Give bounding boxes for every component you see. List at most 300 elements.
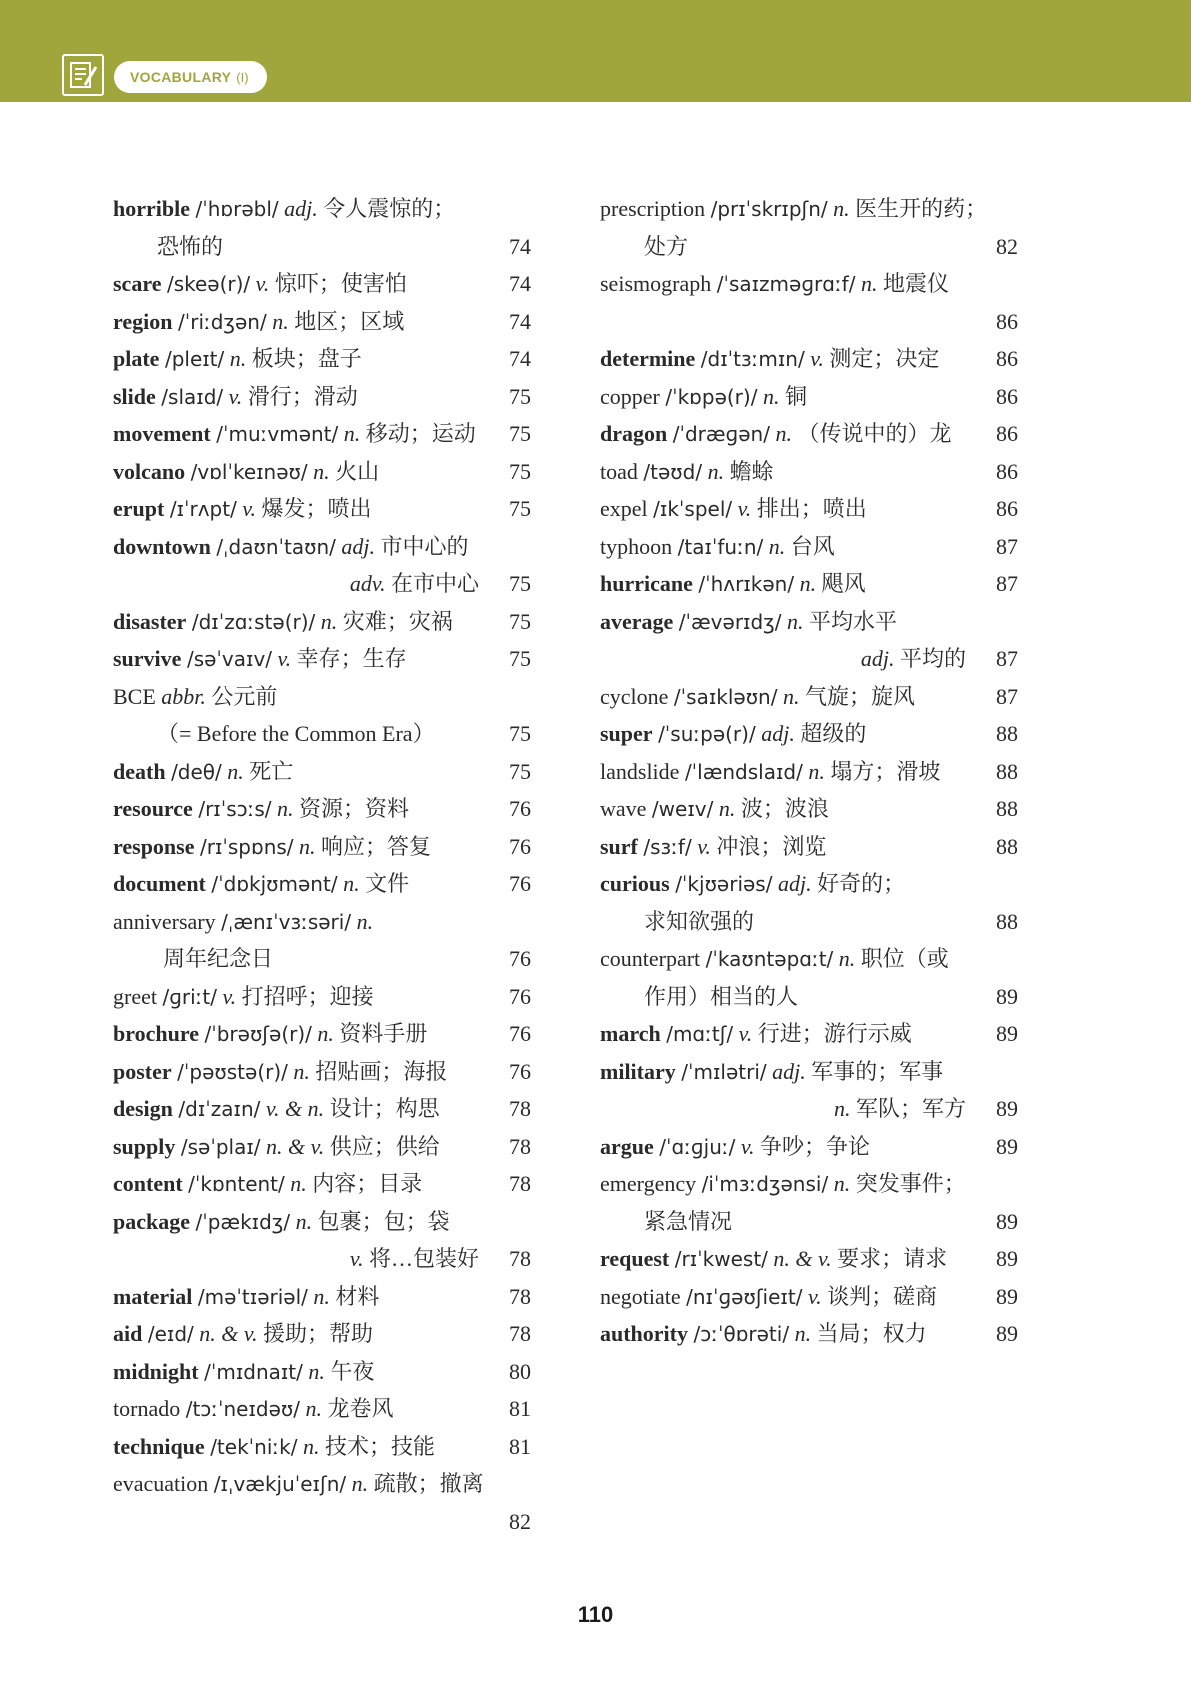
- headword: document: [113, 871, 206, 896]
- vocab-entry: [600, 603, 1018, 641]
- entry-text: [600, 1315, 927, 1354]
- page-ref: 86: [996, 383, 1018, 409]
- phonetic: /ɪkˈspel/: [653, 497, 733, 521]
- phonetic: /tekˈniːk/: [210, 1434, 298, 1459]
- phonetic: /pleɪt/: [164, 347, 225, 371]
- phonetic: /deθ/: [171, 759, 222, 784]
- entry-text: [113, 828, 431, 867]
- vocab-entry: [113, 190, 531, 228]
- part-of-speech: adv.: [349, 571, 386, 596]
- part-of-speech: v.: [737, 496, 752, 521]
- phonetic: /ˈkaʊntəpɑːt/: [705, 947, 834, 971]
- page-ref: 75: [509, 496, 531, 521]
- entry-text: [644, 978, 798, 1016]
- page-ref: 81: [509, 1396, 531, 1421]
- entry-text: [600, 453, 774, 492]
- vocab-entry: [600, 828, 1018, 866]
- phonetic: /prɪˈskrɪpʃn/: [710, 197, 828, 221]
- vocab-entry-continuation: [600, 1203, 1018, 1241]
- entry-text: [113, 303, 404, 342]
- entry-text: [113, 640, 407, 679]
- part-of-speech: n.: [833, 196, 850, 221]
- part-of-speech: n.: [290, 1171, 307, 1196]
- headword: greet: [113, 983, 157, 1009]
- entry-text: [163, 940, 273, 978]
- phonetic: /rɪˈkwest/: [674, 1247, 768, 1271]
- vocab-entry: [113, 340, 531, 378]
- part-of-speech: n.: [277, 796, 294, 821]
- page-ref: 89: [996, 1133, 1018, 1159]
- page-ref: 86: [996, 421, 1018, 446]
- headword: military: [600, 1058, 676, 1084]
- phonetic: /ˈriːdʒən/: [177, 309, 267, 334]
- entry-text: [113, 1128, 440, 1167]
- page-ref: 76: [509, 1058, 531, 1084]
- headword: plate: [113, 346, 160, 371]
- vocab-entry: [113, 1315, 531, 1353]
- definition: 援助；帮助: [263, 1321, 374, 1346]
- headword: design: [113, 1096, 173, 1121]
- part-of-speech: v.: [807, 1283, 822, 1309]
- definition-continued: 作用）相当的人: [644, 983, 799, 1009]
- definition: 市中心的: [380, 533, 469, 559]
- page-ref: 89: [996, 1246, 1018, 1271]
- page-ref: 76: [509, 946, 531, 971]
- entry-text: [113, 1165, 422, 1204]
- phonetic: /ɡriːt/: [162, 984, 217, 1009]
- entry-text: [113, 265, 407, 304]
- entry-text: [113, 903, 373, 942]
- vocab-entry-continuation: [600, 228, 1018, 266]
- headword: negotiate: [600, 1283, 681, 1309]
- page-ref: 89: [996, 983, 1018, 1009]
- entry-text: [113, 1278, 379, 1317]
- entry-text: [644, 903, 754, 941]
- definition: 设计；构思: [329, 1096, 440, 1121]
- definition: 打招呼；迎接: [241, 983, 374, 1009]
- part-of-speech: adj.: [284, 196, 318, 221]
- vocab-entry: [600, 715, 1018, 753]
- headword: region: [113, 308, 173, 334]
- headword: material: [113, 1283, 193, 1309]
- definition: 公元前: [211, 683, 278, 709]
- phonetic: /mɑːtʃ/: [666, 1022, 734, 1046]
- part-of-speech: n.: [351, 1471, 369, 1496]
- vocab-entry: [600, 378, 1018, 416]
- vocab-entry: [113, 1278, 531, 1316]
- definition: 幸存；生存: [296, 646, 407, 671]
- page-ref: 87: [996, 646, 1018, 671]
- phonetic: /ˈævərɪdʒ/: [678, 609, 782, 634]
- entry-text: [600, 1053, 943, 1092]
- headword: midnight: [113, 1358, 199, 1384]
- entry-text: [600, 265, 949, 304]
- phonetic: /dɪˈtɜːmɪn/: [700, 347, 805, 371]
- phonetic: /sɜːf/: [643, 834, 692, 859]
- vocab-entry: [600, 1315, 1018, 1353]
- part-of-speech: n.: [786, 608, 804, 634]
- part-of-speech: n. & v.: [773, 1246, 832, 1271]
- phonetic: /eɪd/: [147, 1322, 194, 1346]
- definition-continued: 周年纪念日: [163, 946, 274, 971]
- part-of-speech: n.: [343, 421, 361, 446]
- vocab-entry: [600, 565, 1018, 603]
- vocab-entry: [600, 753, 1018, 791]
- entry-text: [600, 940, 949, 979]
- part-of-speech: n.: [799, 571, 817, 596]
- phonetic: /ˈdɒkjʊmənt/: [211, 872, 338, 896]
- part-of-speech: v.: [738, 1021, 753, 1046]
- headword: average: [600, 608, 674, 634]
- part-of-speech: n.: [293, 1058, 310, 1084]
- definition: 地区；区域: [294, 308, 405, 334]
- section-label: VOCABULARY: [130, 69, 232, 85]
- part-of-speech: v. & n.: [265, 1096, 325, 1121]
- vocab-entry: [113, 753, 531, 791]
- page-ref: 89: [996, 1208, 1018, 1234]
- definition: 地震仪: [882, 271, 949, 296]
- vocab-entry-continuation: [600, 303, 1018, 341]
- phonetic: /rɪˈsɔːs/: [198, 797, 272, 821]
- definition: 爆发；喷出: [261, 496, 372, 521]
- phonetic: /nɪˈɡəʊʃieɪt/: [686, 1284, 803, 1309]
- vocab-entry-continuation: [113, 228, 531, 266]
- part-of-speech: n.: [320, 608, 338, 634]
- vocab-entry: [113, 1165, 531, 1203]
- definition: 滑行；滑动: [247, 383, 358, 409]
- phonetic: /ˈdræɡən/: [672, 422, 770, 446]
- part-of-speech: n.: [838, 946, 856, 971]
- headword: supply: [113, 1133, 176, 1159]
- definition: 铜: [784, 383, 807, 409]
- definition: 蟾蜍: [729, 458, 774, 484]
- definition: 医生开的药；: [855, 196, 988, 221]
- headword: survive: [113, 646, 182, 671]
- phonetic: /səˈvaɪv/: [186, 647, 273, 671]
- entry-text: [600, 865, 905, 904]
- entry-text: [113, 1353, 374, 1392]
- definition: 争吵；争论: [759, 1133, 870, 1159]
- headword: brochure: [113, 1021, 199, 1046]
- section-sub-label: (I): [236, 69, 249, 85]
- entry-text: [113, 1203, 450, 1242]
- page-ref: 82: [996, 233, 1018, 259]
- headword: scare: [113, 271, 162, 296]
- entry-text: [834, 1090, 966, 1128]
- phonetic: /slaɪd/: [161, 384, 224, 409]
- definition: 突发事件；: [855, 1171, 966, 1196]
- entry-text: [600, 790, 829, 829]
- definition: 塌方；滑坡: [830, 758, 941, 784]
- headword: movement: [113, 421, 211, 446]
- part-of-speech: n.: [302, 1433, 320, 1459]
- part-of-speech: n.: [317, 1021, 334, 1046]
- vocab-entry: [113, 303, 531, 341]
- part-of-speech: adj.: [761, 721, 795, 746]
- definition: 超级的: [800, 721, 867, 746]
- page-ref: 78: [509, 1283, 531, 1309]
- entry-text: [350, 1240, 479, 1278]
- entry-text: [113, 678, 277, 716]
- definition: 气旋；旋风: [804, 683, 915, 709]
- definition: 当局；权力: [816, 1321, 927, 1346]
- phonetic: /ˌænɪˈvɜːsəri/: [221, 909, 352, 934]
- part-of-speech: n.: [313, 1283, 330, 1309]
- vocab-entry-continuation: [600, 1090, 1018, 1128]
- definition: 火山: [335, 458, 380, 484]
- vocab-entry: [600, 1053, 1018, 1091]
- headword: horrible: [113, 196, 190, 221]
- definition-continued: 将…包装好: [368, 1246, 479, 1271]
- phonetic: /təʊd/: [643, 459, 703, 484]
- entry-text: [113, 415, 476, 454]
- entry-text: [113, 865, 409, 904]
- headword: downtown: [113, 533, 211, 559]
- entry-text: [600, 565, 866, 604]
- definition: 资料手册: [339, 1021, 428, 1046]
- entry-text: [600, 715, 866, 754]
- part-of-speech: n.: [833, 1171, 851, 1196]
- notebook-pencil-icon: [62, 54, 104, 96]
- entry-text: [113, 1465, 484, 1504]
- headword: poster: [113, 1058, 172, 1084]
- headword: authority: [600, 1321, 688, 1346]
- definition-continued: 处方: [644, 233, 689, 259]
- definition: 死亡: [249, 758, 294, 784]
- headword: tornado: [113, 1396, 181, 1421]
- part-of-speech: n.: [794, 1321, 812, 1346]
- entry-text: [600, 528, 835, 567]
- vocab-entry: [113, 490, 531, 528]
- page-ref: 74: [509, 271, 531, 296]
- page-ref: 82: [509, 1508, 531, 1534]
- part-of-speech: n.: [768, 533, 786, 559]
- entry-text: [600, 378, 807, 417]
- vocab-entry: [600, 1015, 1018, 1053]
- page-ref: 88: [996, 758, 1018, 784]
- entry-text: [600, 1165, 966, 1204]
- page-ref: 75: [509, 383, 531, 409]
- vocab-entry: [600, 1240, 1018, 1278]
- definition: 材料: [335, 1283, 380, 1309]
- page-ref: 86: [996, 496, 1018, 521]
- headword: disaster: [113, 608, 187, 634]
- part-of-speech: v.: [740, 1133, 755, 1159]
- page-ref: 75: [509, 646, 531, 671]
- entry-text: [861, 640, 966, 678]
- entry-text: [600, 603, 897, 642]
- definition: 内容；目录: [312, 1171, 423, 1196]
- page-ref: 78: [509, 1246, 531, 1271]
- vocab-entry-continuation: [113, 715, 531, 753]
- headword: slide: [113, 383, 156, 409]
- page-ref: 76: [509, 983, 531, 1009]
- phonetic: /skeə(r)/: [166, 272, 251, 296]
- definition-continued: （= Before the Common Era）: [157, 721, 435, 746]
- part-of-speech: n.: [272, 308, 289, 334]
- definition: 移动；运动: [365, 421, 476, 446]
- headword: erupt: [113, 496, 165, 521]
- vocabulary-column-left: [113, 190, 531, 1540]
- vocab-entry: [113, 603, 531, 641]
- entry-text: [600, 828, 826, 867]
- entry-text: [157, 228, 223, 266]
- page-ref: 87: [996, 683, 1018, 709]
- definition: 排出；喷出: [756, 496, 867, 521]
- phonetic: /vɒlˈkeɪnəʊ/: [190, 459, 308, 484]
- entry-text: [113, 790, 409, 829]
- vocab-entry: [600, 340, 1018, 378]
- vocab-entry-continuation: [600, 903, 1018, 941]
- definition: 板块；盘子: [251, 346, 362, 371]
- page-ref: 88: [996, 833, 1018, 859]
- part-of-speech: abbr.: [161, 683, 206, 709]
- part-of-speech: n.: [295, 1208, 313, 1234]
- phonetic: /ɪˈrʌpt/: [169, 497, 237, 521]
- phonetic: /ˈsuːpə(r)/: [658, 722, 756, 746]
- vocab-entry: [113, 528, 531, 566]
- page-ref: 87: [996, 533, 1018, 559]
- entry-text: [600, 190, 987, 229]
- page-ref: 75: [509, 608, 531, 634]
- definition: 飓风: [821, 571, 866, 596]
- entry-text: [113, 978, 374, 1017]
- headword: typhoon: [600, 533, 673, 559]
- page-ref: 76: [509, 796, 531, 821]
- headword: copper: [600, 383, 660, 409]
- headword: death: [113, 758, 166, 784]
- phonetic: /ˈsaɪkləʊn/: [673, 684, 778, 709]
- headword: technique: [113, 1433, 205, 1459]
- entry-text: [113, 190, 455, 229]
- entry-text: [113, 490, 372, 529]
- definition: 令人震惊的；: [323, 196, 456, 221]
- phonetic: /ˈpækɪdʒ/: [195, 1209, 291, 1234]
- definition: 灾难；灾祸: [342, 608, 453, 634]
- entry-text: [113, 1315, 373, 1354]
- headword: anniversary: [113, 908, 216, 934]
- definition: 供应；供给: [329, 1133, 440, 1159]
- part-of-speech: n.: [762, 383, 780, 409]
- part-of-speech: n.: [718, 796, 736, 821]
- page-ref: 78: [509, 1321, 531, 1346]
- headword: seismograph: [600, 271, 712, 296]
- vocab-entry-continuation: [113, 1503, 531, 1541]
- entry-text: [644, 1203, 732, 1241]
- vocab-entry: [600, 453, 1018, 491]
- vocab-entry: [113, 865, 531, 903]
- phonetic: /dɪˈzɑːstə(r)/: [191, 609, 316, 634]
- headword: surf: [600, 833, 638, 859]
- definition: 响应；答复: [321, 833, 432, 859]
- headword: resource: [113, 796, 193, 821]
- part-of-speech: n.: [356, 908, 374, 934]
- page-ref: 75: [509, 721, 531, 746]
- definition: 龙卷风: [327, 1396, 394, 1421]
- part-of-speech: n.: [308, 1358, 325, 1384]
- page-ref: 74: [509, 233, 531, 259]
- phonetic: /ˈpəʊstə(r)/: [177, 1059, 288, 1084]
- part-of-speech: n. & v.: [199, 1321, 258, 1346]
- phonetic: /ˈbrəʊʃə(r)/: [204, 1022, 312, 1046]
- headword: march: [600, 1021, 661, 1046]
- headword: prescription: [600, 196, 706, 221]
- page-ref: 78: [509, 1096, 531, 1121]
- vocabulary-column-right: [600, 190, 1018, 1353]
- page-ref: 75: [509, 458, 531, 484]
- headword: evacuation: [113, 1471, 209, 1496]
- vocab-entry: [600, 1165, 1018, 1203]
- vocab-entry: [600, 265, 1018, 303]
- definition: 好奇的；: [817, 871, 906, 896]
- vocab-entry: [600, 190, 1018, 228]
- definition-continued: 平均的: [899, 646, 966, 671]
- page-ref: 89: [996, 1321, 1018, 1346]
- entry-text: [600, 1128, 870, 1167]
- headword: package: [113, 1208, 190, 1234]
- vocab-entry: [113, 640, 531, 678]
- headword: response: [113, 833, 195, 859]
- page-ref: 81: [509, 1433, 531, 1459]
- headword: counterpart: [600, 946, 701, 971]
- page-ref: 86: [996, 346, 1018, 371]
- part-of-speech: v.: [349, 1246, 364, 1271]
- page-ref: 75: [509, 421, 531, 446]
- headword: volcano: [113, 458, 186, 484]
- phonetic: /weɪv/: [651, 797, 714, 821]
- entry-text: [600, 1278, 937, 1317]
- page-ref: 88: [996, 721, 1018, 746]
- phonetic: /ˈkjʊəriəs/: [675, 872, 773, 896]
- definition-continued: 在市中心: [390, 571, 479, 596]
- vocab-entry: [600, 1278, 1018, 1316]
- definition: 文件: [365, 871, 410, 896]
- vocab-entry: [600, 940, 1018, 978]
- definition: 疏散；撤离: [373, 1471, 484, 1496]
- phonetic: /tɔːˈneɪdəʊ/: [185, 1397, 301, 1421]
- vocab-entry-continuation: [113, 1240, 531, 1278]
- page-ref: 80: [509, 1358, 531, 1384]
- part-of-speech: v.: [255, 271, 270, 296]
- entry-text: [113, 528, 469, 567]
- page-ref: 86: [996, 308, 1018, 334]
- entry-text: [113, 1053, 447, 1092]
- vocab-entry: [113, 1428, 531, 1466]
- vocab-entry-continuation: [113, 940, 531, 978]
- vocab-entry: [113, 1465, 531, 1503]
- phonetic: /ˈmɪlətri/: [681, 1059, 767, 1084]
- page-ref: 88: [996, 796, 1018, 821]
- part-of-speech: n.: [229, 346, 247, 371]
- headword: wave: [600, 796, 647, 821]
- definition: 测定；决定: [829, 346, 940, 371]
- headword: content: [113, 1171, 183, 1196]
- page-ref: 75: [509, 571, 531, 596]
- vocab-entry: [113, 828, 531, 866]
- entry-text: [600, 753, 940, 792]
- page-ref: 74: [509, 308, 531, 334]
- entry-text: [113, 1090, 440, 1129]
- definition: 职位（或: [860, 946, 949, 971]
- definition: 谈判；磋商: [827, 1283, 938, 1309]
- part-of-speech: adj.: [777, 871, 812, 896]
- page-ref: 78: [509, 1171, 531, 1196]
- page-ref: 89: [996, 1021, 1018, 1046]
- vocab-entry: [113, 978, 531, 1016]
- headword: super: [600, 721, 653, 746]
- headword: request: [600, 1246, 670, 1271]
- phonetic: /məˈtɪəriəl/: [197, 1284, 308, 1309]
